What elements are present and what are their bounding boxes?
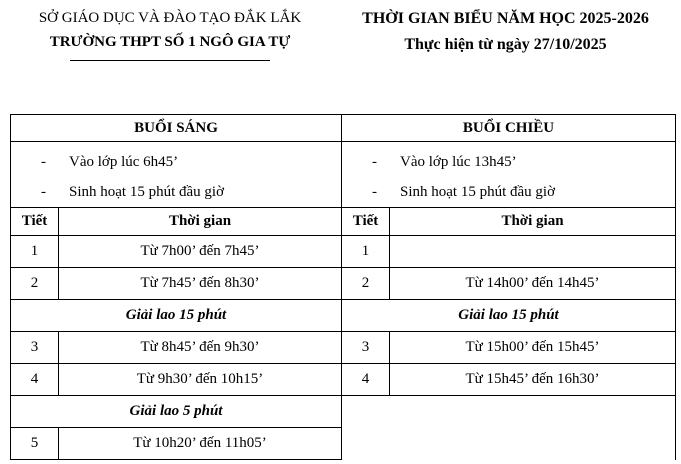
morning-notes — [11, 142, 342, 208]
effective-date: Thực hiện từ ngày 27/10/2025 — [404, 36, 607, 53]
period-number: 5 — [11, 428, 59, 460]
timetable — [10, 114, 676, 460]
period-time: Từ 9h30’ đến 10h15’ — [59, 364, 342, 396]
column-header-row — [11, 208, 676, 236]
morning-heading: BUỔI SÁNG — [11, 115, 342, 142]
afternoon-empty-cell — [342, 396, 676, 460]
period-time: Từ 15h00’ đến 15h45’ — [390, 332, 676, 364]
break-row — [11, 300, 676, 332]
period-time — [390, 236, 676, 268]
afternoon-period-header: Tiết — [342, 208, 390, 236]
period-number: 1 — [342, 236, 390, 268]
period-number: 2 — [342, 268, 390, 300]
afternoon-time-header: Thời gian — [390, 208, 676, 236]
period-number: 3 — [11, 332, 59, 364]
table-row — [11, 236, 676, 268]
period-number: 4 — [11, 364, 59, 396]
morning-note-item — [41, 177, 341, 207]
morning-note-item — [41, 147, 341, 177]
break-label: Giải lao 15 phút — [342, 300, 676, 332]
department-name: SỞ GIÁO DỤC VÀ ĐÀO TẠO ĐẮK LẮK — [38, 10, 302, 26]
afternoon-note-item — [372, 177, 675, 207]
period-number: 2 — [11, 268, 59, 300]
session-notes-row — [11, 142, 676, 208]
afternoon-heading: BUỔI CHIỀU — [342, 115, 676, 142]
period-time: Từ 8h45’ đến 9h30’ — [59, 332, 342, 364]
period-time: Từ 7h45’ đến 8h30’ — [59, 268, 342, 300]
period-time: Từ 7h00’ đến 7h45’ — [59, 236, 342, 268]
morning-period-header: Tiết — [11, 208, 59, 236]
table-row — [11, 332, 676, 364]
document-title: THỜI GIAN BIỂU NĂM HỌC 2025-2026 — [362, 10, 649, 27]
afternoon-notes — [342, 142, 676, 208]
break-row — [11, 396, 676, 428]
table-row — [11, 364, 676, 396]
table-row — [11, 268, 676, 300]
bullet-dash: - — [41, 154, 46, 170]
bullet-dash: - — [372, 154, 377, 170]
break-label: Giải lao 15 phút — [11, 300, 342, 332]
morning-time-header: Thời gian — [59, 208, 342, 236]
afternoon-note-text: Sinh hoạt 15 phút đầu giờ — [400, 184, 556, 200]
bullet-dash: - — [41, 184, 46, 200]
school-name: TRƯỜNG THPT SỐ 1 NGÔ GIA TỰ — [49, 34, 291, 50]
period-number: 3 — [342, 332, 390, 364]
morning-note-text: Vào lớp lúc 6h45’ — [69, 154, 179, 170]
period-time: Từ 10h20’ đến 11h05’ — [59, 428, 342, 460]
afternoon-note-text: Vào lớp lúc 13h45’ — [400, 154, 517, 170]
morning-note-text: Sinh hoạt 15 phút đầu giờ — [69, 184, 225, 200]
bullet-dash: - — [372, 184, 377, 200]
period-time: Từ 15h45’ đến 16h30’ — [390, 364, 676, 396]
school-name-underline — [70, 60, 270, 61]
session-header-row — [11, 115, 676, 142]
break-label: Giải lao 5 phút — [11, 396, 342, 428]
period-number: 1 — [11, 236, 59, 268]
period-time: Từ 14h00’ đến 14h45’ — [390, 268, 676, 300]
period-number: 4 — [342, 364, 390, 396]
afternoon-note-item — [372, 147, 675, 177]
